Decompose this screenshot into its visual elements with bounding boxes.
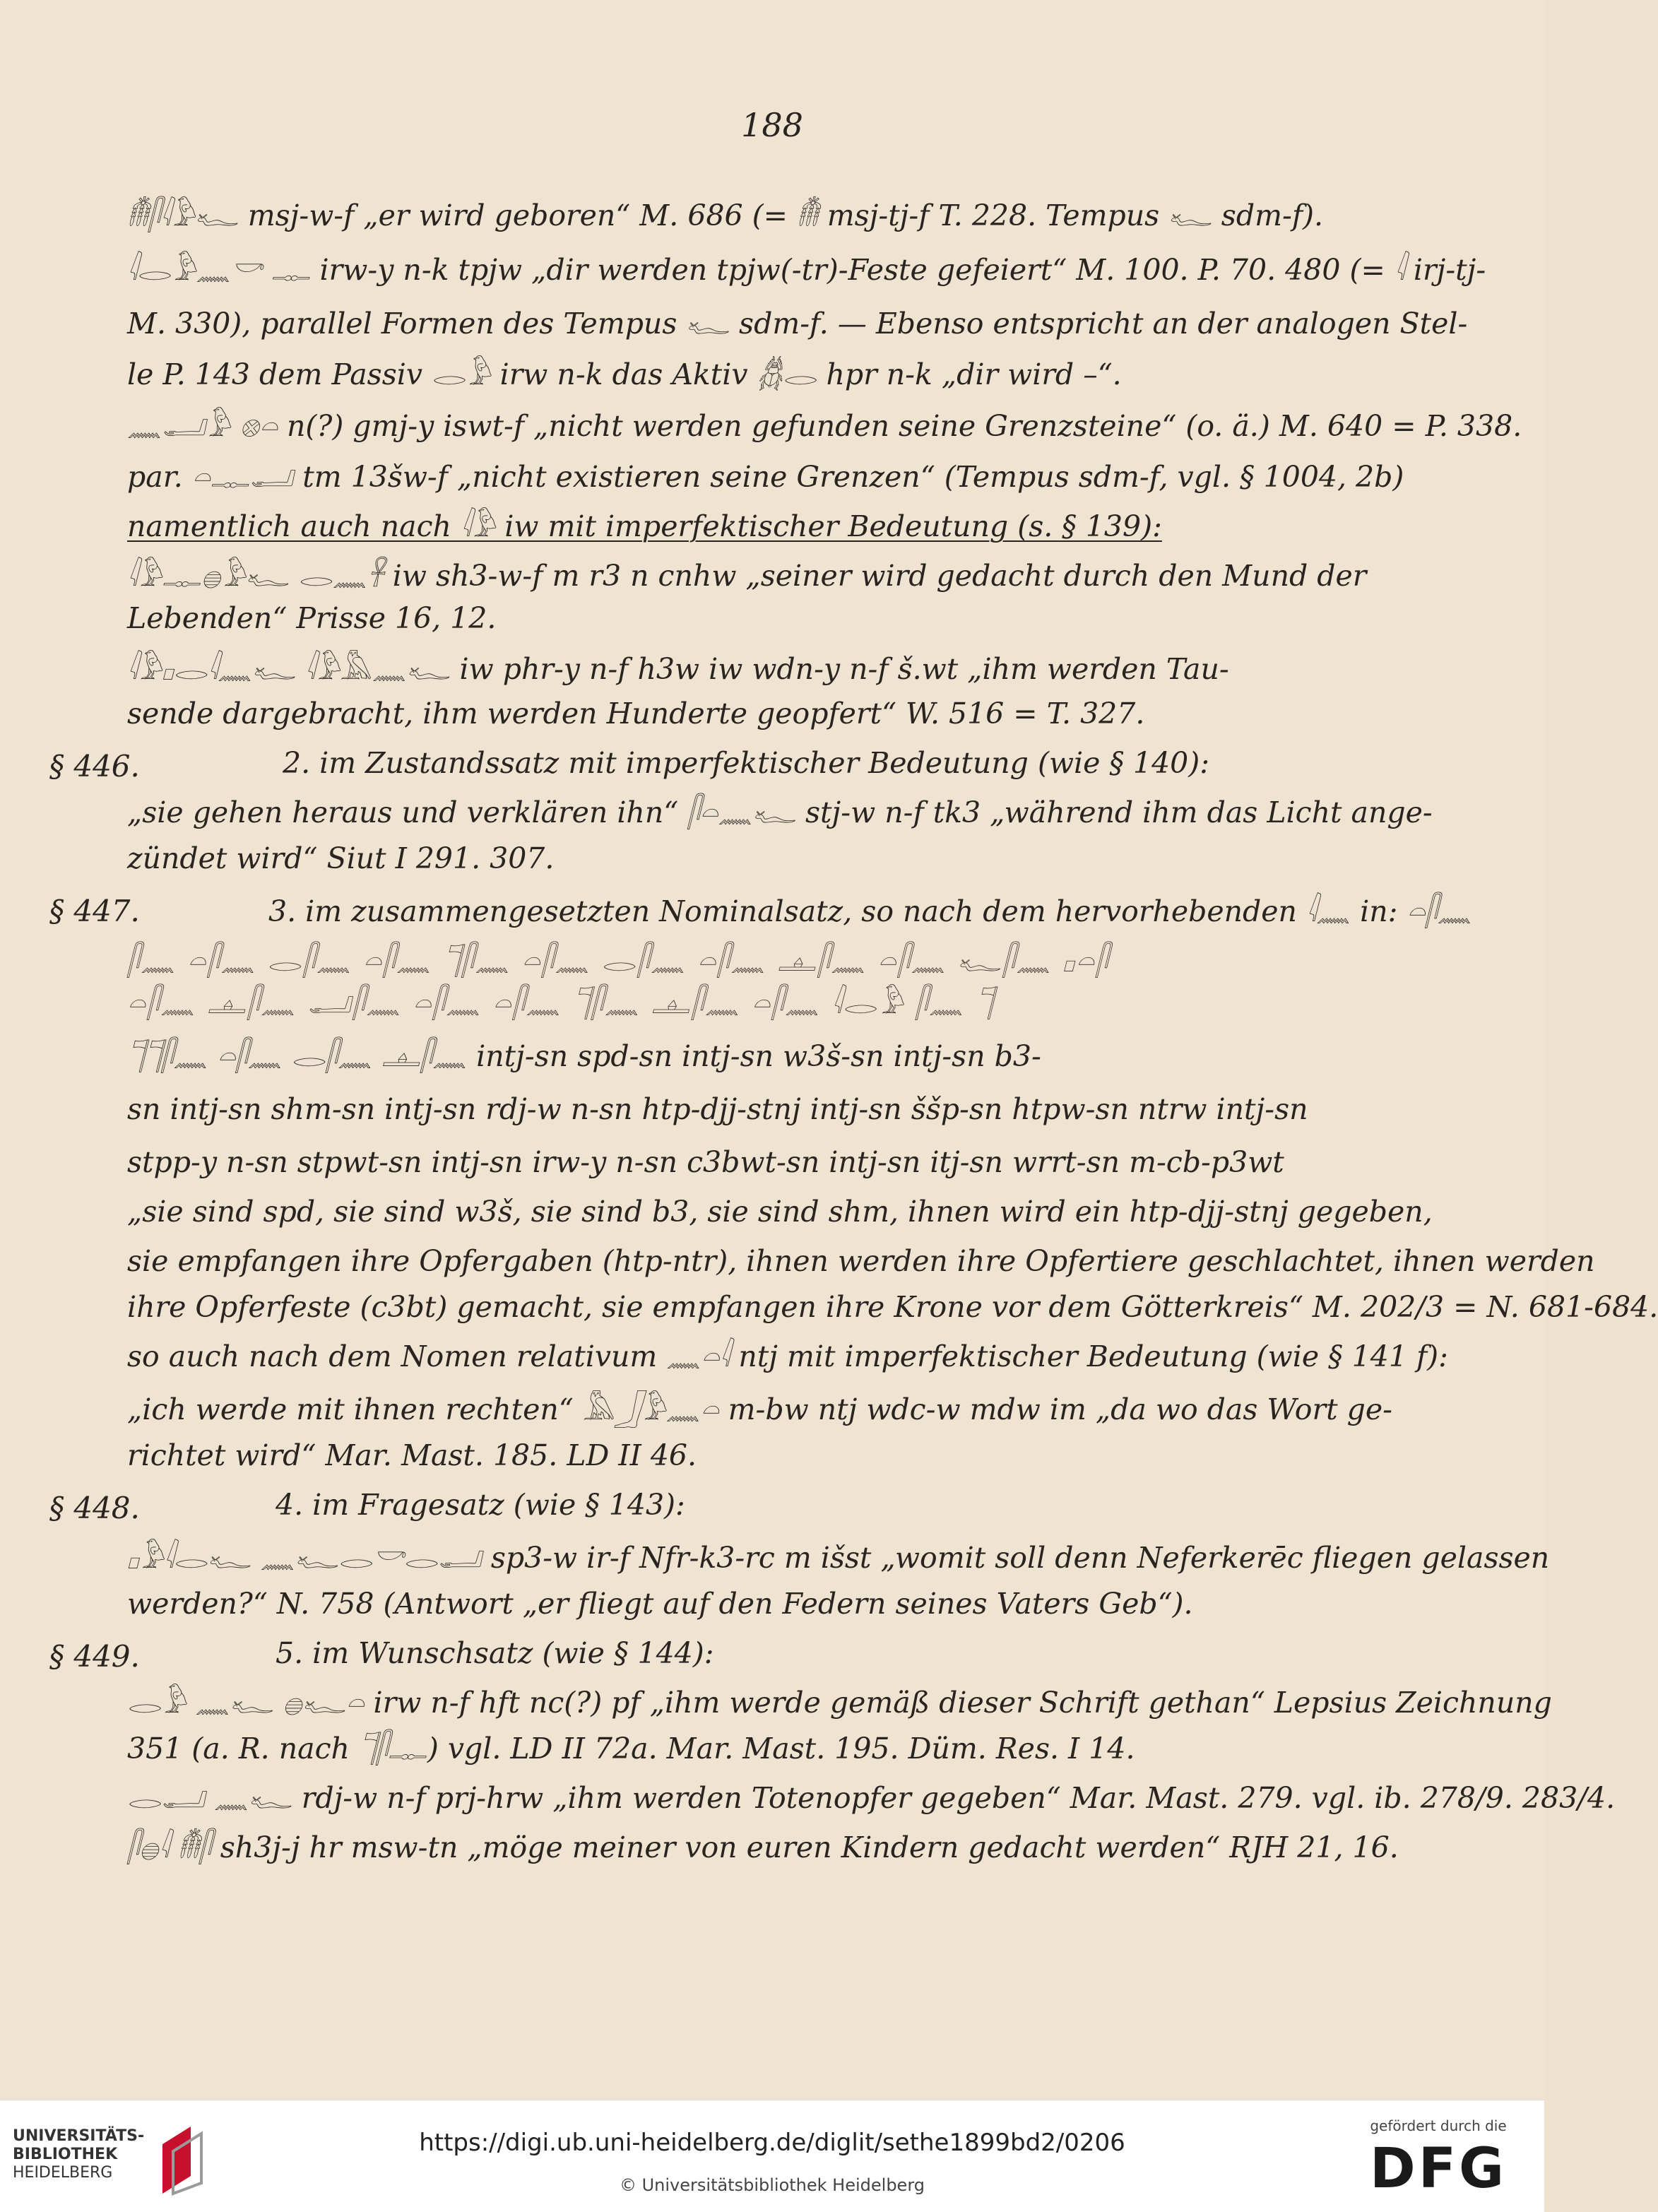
text-line: 5. im Wunschsatz (wie § 144): <box>276 1636 714 1670</box>
text-line: 𓇋𓅱𓊃𓐍𓅱𓆑 𓂋𓈖𓋹 iw sh3-w-f m r3 n cnhw „seiner wird gedacht durch den Mund der <box>127 559 1367 593</box>
text-line: 𓇋𓂋𓅱𓈖𓎡 𓊃 irw-y n-k tpjw „dir werden tpjw(-tr)-Feste gefeiert“ M. 100. P. 70. 480 (= 𓇋 irj-tj- <box>127 253 1486 287</box>
section-marker: § 448. <box>49 1491 140 1525</box>
text-line: 𓊹𓊹𓋴𓈖 𓏏𓋴𓈖 𓂋𓋴𓈖 𓊵𓋴𓈖 intj-sn spd-sn intj-sn w3š-sn intj-sn b3- <box>127 1039 1041 1073</box>
text-line: richtet wird“ Mar. Mast. 185. LD II 46. <box>127 1438 697 1472</box>
text-line: le P. 143 dem Passiv 𓂋𓅱 irw n-k das Aktiv 𓆣𓂋 hpr n-k „dir wird –“. <box>127 357 1122 391</box>
text-line: sende dargebracht, ihm werden Hunderte geopfert“ W. 516 = T. 327. <box>127 697 1145 731</box>
text-line: stpp-y n-sn stpwt-sn intj-sn irw-y n-sn c3bwt-sn intj-sn itj-sn wrrt-sn m-cb-p3wt <box>127 1145 1284 1179</box>
text-line: 𓈖𓂝𓅱 𓊖𓏏 n(?) gmj-y iswt-f „nicht werden gefunden seine Grenzsteine“ (o. ä.) M. 640 = P. 338. <box>127 409 1522 443</box>
text-line: 𓂋𓅱 𓈖𓆑 𓐍𓆑𓏏 irw n-f hft nc(?) pf „ihm werde gemäß dieser Schrift gethan“ Lepsius Zeichnung <box>127 1686 1552 1720</box>
copyright-text: © Universitätsbibliothek Heidelberg <box>619 2175 925 2195</box>
permalink-url[interactable]: https://digi.ub.uni-heidelberg.de/diglit/sethe1899bd2/0206 <box>419 2129 1125 2157</box>
text-line: par. 𓏏𓊃𓂝 tm 13šw-f „nicht existieren seine Grenzen“ (Tempus sdm-f, vgl. § 1004, 2b) <box>127 460 1404 494</box>
footer-bar <box>0 2100 1544 2212</box>
text-line: „ich werde mit ihnen rechten“ 𓅓𓃀𓅱𓈖𓏏 m-bw ntj wdc-w mdw im „da wo das Wort ge- <box>127 1392 1392 1426</box>
text-line: 𓏏𓋴𓈖 𓊵𓋴𓈖 𓂝𓋴𓈖 𓏏𓋴𓈖 𓏏𓋴𓈖 𓊹𓋴𓈖 𓊵𓋴𓈖 𓏏𓋴𓈖 𓇋𓂋𓅱 𓋴𓈖 𓊹 <box>127 986 995 1020</box>
text-line: 3. im zusammengesetzten Nominalsatz, so nach dem hervorhebenden 𓇋𓈖 in: 𓏏𓋴𓈖 <box>268 894 1472 928</box>
text-line: 𓋴𓐍𓇋 𓄟𓋴 sh3j-j hr msw-tn „möge meiner von euren Kindern gedacht werden“ RJH 21, 16. <box>127 1830 1399 1864</box>
library-name-line: HEIDELBERG <box>13 2164 113 2182</box>
text-line: 351 (a. R. nach 𓊹𓋴𓊃) vgl. LD II 72a. Mar. Mast. 195. Düm. Res. I 14. <box>127 1732 1135 1766</box>
text-line: 𓋴𓈖 𓏏𓋴𓈖 𓂋𓋴𓈖 𓏏𓋴𓈖 𓊹𓋴𓈖 𓏏𓋴𓈖 𓂋𓋴𓈖 𓏏𓋴𓈖 𓊵𓋴𓈖 𓏏𓋴𓈖 𓆑𓋴𓈖 𓊪𓏏𓋴 <box>127 944 1109 978</box>
text-line: 𓂋𓂝 𓈖𓆑 rdj-w n-f prj-hrw „ihm werden Totenopfer gegeben“ Mar. Mast. 279. vgl. ib. 278/9. 283/4. <box>127 1781 1616 1815</box>
text-line: Lebenden“ Prisse 16, 12. <box>127 601 497 635</box>
dfg-logo: DFG <box>1369 2137 1508 2201</box>
text-line: 𓇋𓅱𓊪𓂋𓇋𓈖𓆑 𓇋𓅱𓅓𓈖𓆑 iw phr-y n-f h3w iw wdn-y n-f š.wt „ihm werden Tau- <box>127 652 1229 686</box>
section-marker: § 446. <box>49 749 140 783</box>
text-line: M. 330), parallel Formen des Tempus 𓆑 sdm-f. — Ebenso entspricht an der analogen Stel- <box>127 307 1468 341</box>
text-line: „sie gehen heraus und verklären ihn“ 𓋴𓏏𓈖𓆑 stj-w n-f tk3 „während ihm das Licht ange- <box>127 796 1433 829</box>
library-name-line: UNIVERSITÄTS- <box>13 2127 145 2145</box>
text-line: ihre Opferfeste (c3bt) gemacht, sie empfangen ihre Krone vor dem Götterkreis“ M. 202/3 = N. 681-684. <box>127 1290 1658 1324</box>
text-line: 𓊪𓅱𓇋𓂋𓆑 𓈖𓆑𓂋𓎡𓂋𓂝 sp3-w ir-f Nfr-k3-rc m išst „womit soll denn Neferkerēc fliegen gelassen <box>127 1541 1550 1575</box>
page-number: 188 <box>741 106 803 144</box>
text-line: 4. im Fragesatz (wie § 143): <box>276 1488 685 1522</box>
text-line: sn intj-sn shm-sn intj-sn rdj-w n-sn htp-djj-stnj intj-sn ššp-sn htpw-sn ntrw intj-sn <box>127 1092 1308 1126</box>
text-line: „sie sind spd, sie sind w3š, sie sind b3, sie sind shm, ihnen wird ein htp-djj-stnj gegeben, <box>127 1195 1433 1229</box>
text-line: so auch nach dem Nomen relativum 𓈖𓏏𓇋 ntj mit imperfektischer Bedeutung (wie § 141 f): <box>127 1339 1448 1373</box>
library-name-line: BIBLIOTHEK <box>13 2146 118 2163</box>
text-line: werden?“ N. 758 (Antwort „er fliegt auf den Federn seines Vaters Geb“). <box>127 1587 1193 1621</box>
text-line: sie empfangen ihre Opfergaben (htp-ntr), ihnen werden ihre Opfertiere geschlachtet, ihnen werden <box>127 1244 1595 1278</box>
text-line: 𓄟𓋴𓇋𓅱𓆑 msj-w-f „er wird geboren“ M. 686 (= 𓄟 msj-tj-f T. 228. Tempus 𓆑 sdm-f). <box>127 199 1324 232</box>
text-line: zündet wird“ Siut I 291. 307. <box>127 841 555 875</box>
section-marker: § 449. <box>49 1639 140 1674</box>
section-marker: § 447. <box>49 894 140 928</box>
funding-label: gefördert durch die <box>1370 2117 1507 2134</box>
text-line: namentlich auch nach 𓇋𓅱 iw mit imperfektischer Bedeutung (s. § 139): <box>127 509 1162 543</box>
text-line: 2. im Zustandssatz mit imperfektischer Bedeutung (wie § 140): <box>283 746 1210 780</box>
